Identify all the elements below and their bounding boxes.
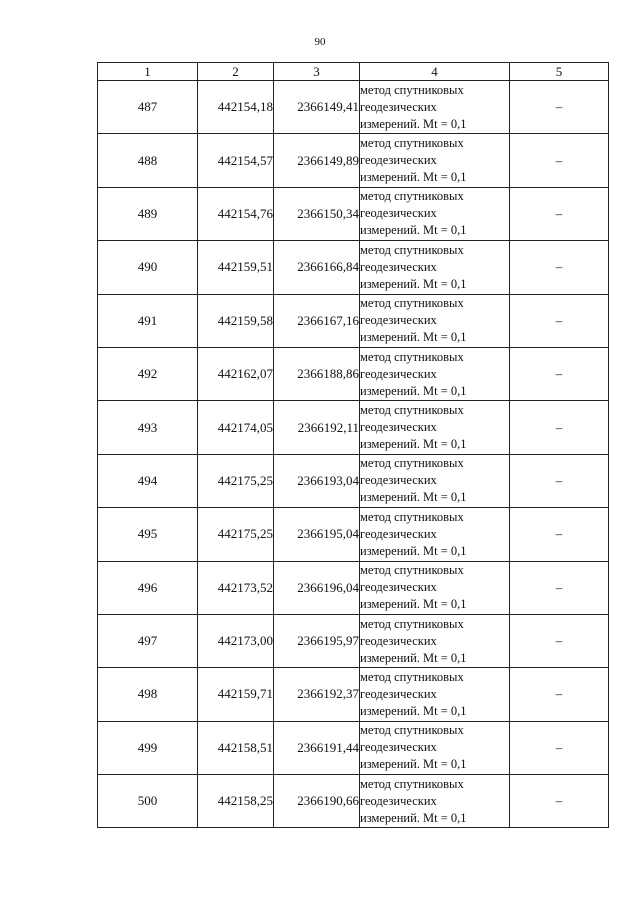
method-cell	[360, 508, 510, 561]
method-line-2: геодезических	[360, 366, 437, 381]
table-row	[98, 401, 609, 454]
x-coordinate-cell: 442154,57	[198, 134, 274, 187]
method-line-1: метод спутниковых	[360, 136, 464, 151]
table-row	[98, 347, 609, 400]
table-row	[98, 454, 609, 507]
method-cell	[360, 294, 510, 347]
method-cell	[360, 775, 510, 828]
method-line-1: метод спутниковых	[360, 776, 464, 791]
y-coordinate-cell: 2366149,89	[274, 134, 360, 187]
y-coordinate-cell: 2366195,04	[274, 508, 360, 561]
method-line-3: измерений. Mt = 0,1	[360, 810, 467, 825]
x-coordinate-cell: 442174,05	[198, 401, 274, 454]
method-line-3: измерений. Mt = 0,1	[360, 116, 467, 131]
y-coordinate-cell: 2366149,41	[274, 81, 360, 134]
method-line-3: измерений. Mt = 0,1	[360, 276, 467, 291]
header-col-1: 1	[98, 63, 198, 81]
method-line-2: геодезических	[360, 153, 437, 168]
method-cell	[360, 721, 510, 774]
table-header	[98, 63, 609, 81]
point-number-cell: 488	[98, 134, 198, 187]
column-5-cell: –	[510, 187, 609, 240]
x-coordinate-cell: 442159,51	[198, 241, 274, 294]
method-line-3: измерений. Mt = 0,1	[360, 383, 467, 398]
method-line-1: метод спутниковых	[360, 82, 464, 97]
column-5-cell: –	[510, 401, 609, 454]
x-coordinate-cell: 442154,18	[198, 81, 274, 134]
method-cell	[360, 668, 510, 721]
x-coordinate-cell: 442159,71	[198, 668, 274, 721]
y-coordinate-cell: 2366188,86	[274, 347, 360, 400]
y-coordinate-cell: 2366192,37	[274, 668, 360, 721]
method-line-1: метод спутниковых	[360, 509, 464, 524]
method-cell	[360, 241, 510, 294]
method-line-2: геодезических	[360, 686, 437, 701]
x-coordinate-cell: 442158,51	[198, 721, 274, 774]
table-body	[98, 81, 609, 828]
method-line-2: геодезических	[360, 99, 437, 114]
table-row	[98, 187, 609, 240]
point-number-cell: 489	[98, 187, 198, 240]
y-coordinate-cell: 2366166,84	[274, 241, 360, 294]
method-cell	[360, 81, 510, 134]
method-line-2: геодезических	[360, 526, 437, 541]
method-line-3: измерений. Mt = 0,1	[360, 223, 467, 238]
method-cell	[360, 614, 510, 667]
column-5-cell: –	[510, 668, 609, 721]
method-line-1: метод спутниковых	[360, 669, 464, 684]
point-number-cell: 491	[98, 294, 198, 347]
header-row	[98, 63, 609, 81]
column-5-cell: –	[510, 775, 609, 828]
method-cell	[360, 454, 510, 507]
x-coordinate-cell: 442173,00	[198, 614, 274, 667]
table-row	[98, 721, 609, 774]
method-line-2: геодезических	[360, 793, 437, 808]
coordinates-table	[97, 62, 609, 828]
column-5-cell: –	[510, 347, 609, 400]
method-cell	[360, 401, 510, 454]
table-row	[98, 614, 609, 667]
method-line-1: метод спутниковых	[360, 349, 464, 364]
method-cell	[360, 187, 510, 240]
point-number-cell: 493	[98, 401, 198, 454]
y-coordinate-cell: 2366193,04	[274, 454, 360, 507]
point-number-cell: 490	[98, 241, 198, 294]
point-number-cell: 495	[98, 508, 198, 561]
method-line-3: измерений. Mt = 0,1	[360, 703, 467, 718]
header-col-5: 5	[510, 63, 609, 81]
point-number-cell: 492	[98, 347, 198, 400]
method-line-1: метод спутниковых	[360, 616, 464, 631]
method-line-1: метод спутниковых	[360, 296, 464, 311]
y-coordinate-cell: 2366196,04	[274, 561, 360, 614]
page-number: 90	[314, 36, 326, 48]
x-coordinate-cell: 442159,58	[198, 294, 274, 347]
x-coordinate-cell: 442175,25	[198, 454, 274, 507]
table-row	[98, 775, 609, 828]
point-number-cell: 494	[98, 454, 198, 507]
point-number-cell: 497	[98, 614, 198, 667]
y-coordinate-cell: 2366191,44	[274, 721, 360, 774]
x-coordinate-cell: 442154,76	[198, 187, 274, 240]
column-5-cell: –	[510, 508, 609, 561]
point-number-cell: 499	[98, 721, 198, 774]
table-row	[98, 81, 609, 134]
header-col-3: 3	[274, 63, 360, 81]
method-line-3: измерений. Mt = 0,1	[360, 170, 467, 185]
point-number-cell: 498	[98, 668, 198, 721]
method-line-2: геодезических	[360, 259, 437, 274]
column-5-cell: –	[510, 614, 609, 667]
column-5-cell: –	[510, 561, 609, 614]
method-line-2: геодезических	[360, 580, 437, 595]
method-line-1: метод спутниковых	[360, 189, 464, 204]
method-line-1: метод спутниковых	[360, 456, 464, 471]
method-cell	[360, 561, 510, 614]
method-line-2: геодезических	[360, 420, 437, 435]
method-line-3: измерений. Mt = 0,1	[360, 757, 467, 772]
method-cell	[360, 347, 510, 400]
column-5-cell: –	[510, 134, 609, 187]
method-line-2: геодезических	[360, 313, 437, 328]
table-row	[98, 241, 609, 294]
point-number-cell: 496	[98, 561, 198, 614]
y-coordinate-cell: 2366167,16	[274, 294, 360, 347]
method-line-1: метод спутниковых	[360, 723, 464, 738]
method-line-1: метод спутниковых	[360, 563, 464, 578]
column-5-cell: –	[510, 241, 609, 294]
method-line-1: метод спутниковых	[360, 242, 464, 257]
table-row	[98, 561, 609, 614]
method-cell	[360, 134, 510, 187]
column-5-cell: –	[510, 721, 609, 774]
header-col-4: 4	[360, 63, 510, 81]
y-coordinate-cell: 2366150,34	[274, 187, 360, 240]
method-line-3: измерений. Mt = 0,1	[360, 330, 467, 345]
x-coordinate-cell: 442173,52	[198, 561, 274, 614]
column-5-cell: –	[510, 81, 609, 134]
y-coordinate-cell: 2366192,11	[274, 401, 360, 454]
table-row	[98, 508, 609, 561]
method-line-2: геодезических	[360, 206, 437, 221]
point-number-cell: 487	[98, 81, 198, 134]
y-coordinate-cell: 2366195,97	[274, 614, 360, 667]
column-5-cell: –	[510, 294, 609, 347]
y-coordinate-cell: 2366190,66	[274, 775, 360, 828]
method-line-1: метод спутниковых	[360, 403, 464, 418]
method-line-3: измерений. Mt = 0,1	[360, 650, 467, 665]
method-line-2: геодезических	[360, 740, 437, 755]
method-line-3: измерений. Mt = 0,1	[360, 490, 467, 505]
column-5-cell: –	[510, 454, 609, 507]
x-coordinate-cell: 442175,25	[198, 508, 274, 561]
x-coordinate-cell: 442158,25	[198, 775, 274, 828]
table-row	[98, 294, 609, 347]
table-row	[98, 668, 609, 721]
point-number-cell: 500	[98, 775, 198, 828]
table-row	[98, 134, 609, 187]
method-line-3: измерений. Mt = 0,1	[360, 437, 467, 452]
method-line-3: измерений. Mt = 0,1	[360, 543, 467, 558]
header-col-2: 2	[198, 63, 274, 81]
method-line-2: геодезических	[360, 633, 437, 648]
method-line-3: измерений. Mt = 0,1	[360, 597, 467, 612]
method-line-2: геодезических	[360, 473, 437, 488]
x-coordinate-cell: 442162,07	[198, 347, 274, 400]
